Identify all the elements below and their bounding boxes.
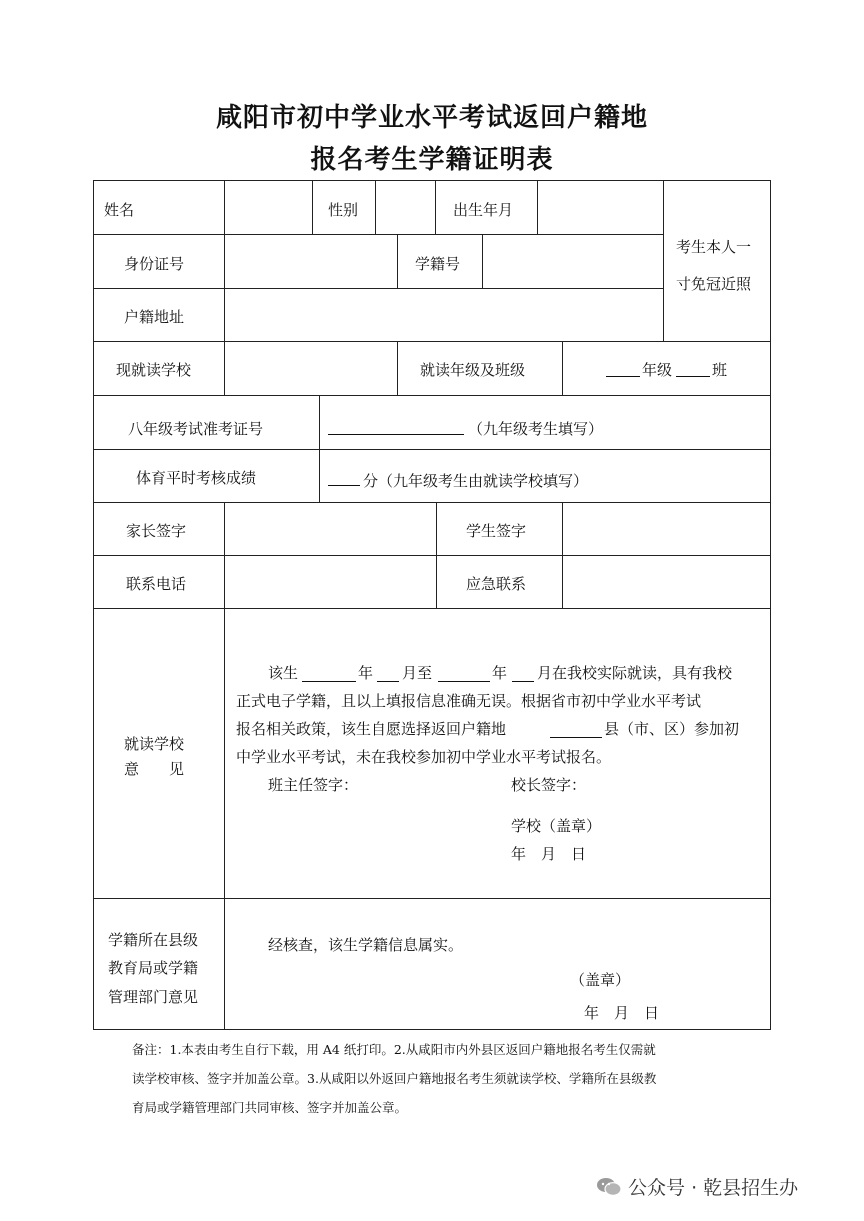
start-month-blank[interactable]	[377, 681, 399, 682]
table-border-bottom	[93, 1029, 771, 1030]
grade-class-label: 就读年级及班级	[420, 361, 526, 379]
birth-label: 出生年月	[453, 201, 514, 219]
household-address-label: 户籍地址	[124, 308, 185, 326]
col-line	[562, 502, 563, 608]
exam-ticket-label: 八年级考试准考证号	[128, 420, 264, 438]
row-line	[93, 502, 771, 503]
col-line	[319, 395, 320, 502]
phone-field[interactable]	[226, 557, 436, 607]
notes-line3: 育局或学籍管理部门共同审核、签字并加盖公章。	[132, 1100, 408, 1115]
col-line	[435, 180, 436, 234]
county-blank[interactable]	[550, 737, 602, 738]
col-line	[562, 341, 563, 395]
col-line	[663, 180, 664, 341]
pe-score-blank[interactable]	[328, 485, 360, 486]
school-opinion-label-line2: 意 见	[124, 760, 185, 778]
student-sign-field[interactable]	[564, 504, 770, 554]
gender-field[interactable]	[377, 182, 435, 233]
bureau-label-line2: 教育局或学籍	[108, 959, 199, 977]
name-label: 姓名	[104, 201, 135, 219]
col-line	[312, 180, 313, 234]
row-line	[93, 288, 664, 289]
phone-label: 联系电话	[126, 575, 187, 593]
end-month-blank[interactable]	[512, 681, 534, 682]
opinion-text: 年	[358, 664, 374, 682]
table-border-left	[93, 180, 94, 1030]
opinion-text: 县（市、区）参加初	[604, 720, 740, 738]
notes-line2: 读学校审核、签字并加盖公章。3.从咸阳以外返回户籍地报名考生须就读学校、学籍所在县级教	[132, 1071, 657, 1086]
col-line	[537, 180, 538, 234]
col-line	[397, 341, 398, 395]
col-line	[375, 180, 376, 234]
platform-text: 公众号	[628, 1177, 686, 1199]
bureau-label-line3: 管理部门意见	[108, 988, 199, 1006]
separator: ·	[691, 1177, 698, 1199]
id-number-label: 身份证号	[124, 255, 185, 273]
student-number-field[interactable]	[484, 236, 663, 287]
row-line	[93, 898, 771, 899]
col-line	[224, 180, 225, 341]
wechat-icon	[596, 1177, 622, 1197]
col-line	[224, 502, 225, 1029]
col-line	[436, 502, 437, 608]
row-line	[93, 395, 771, 396]
photo-label-line1: 考生本人一	[676, 238, 752, 256]
opinion-text: 月至	[402, 664, 433, 682]
wechat-watermark	[596, 1173, 798, 1200]
parent-sign-label: 家长签字	[126, 522, 187, 540]
birth-field[interactable]	[539, 182, 663, 233]
student-sign-label: 学生签字	[466, 522, 527, 540]
opinion-text: 报名相关政策，该生自愿选择返回户籍地	[236, 720, 507, 738]
opinion-text: 月在我校实际就读，具有我校	[537, 664, 733, 682]
row-line	[93, 234, 664, 235]
opinion-text: 正式电子学籍，且以上填报信息准确无误。根据省市初中学业水平考试	[236, 692, 702, 710]
exam-ticket-hint: （九年级考生填写）	[468, 420, 604, 438]
bureau-seal-label: （盖章）	[570, 971, 631, 989]
opinion-text: 该生	[268, 664, 299, 682]
pe-score-label: 体育平时考核成绩	[136, 469, 257, 487]
row-line	[93, 341, 771, 342]
col-line	[397, 234, 398, 288]
class-word: 班	[712, 361, 728, 379]
form-title-line2: 报名考生学籍证明表	[310, 145, 554, 175]
col-line	[482, 234, 483, 288]
school-seal-label: 学校（盖章）	[511, 817, 602, 835]
row-line	[93, 449, 771, 450]
exam-ticket-blank[interactable]	[328, 434, 464, 435]
account-text: 乾县招生办	[703, 1177, 799, 1199]
id-number-field[interactable]	[226, 236, 397, 287]
col-line	[224, 341, 225, 395]
name-field[interactable]	[226, 182, 312, 233]
photo-box[interactable]	[665, 182, 770, 341]
bureau-date-label: 年 月 日	[584, 1004, 660, 1022]
current-school-label: 现就读学校	[116, 361, 192, 379]
gender-label: 性别	[328, 201, 359, 219]
start-year-blank[interactable]	[302, 681, 356, 682]
pe-score-hint: 分（九年级考生由就读学校填写）	[363, 472, 589, 490]
household-address-field[interactable]	[226, 290, 663, 340]
student-number-label: 学籍号	[415, 255, 461, 273]
row-line	[93, 555, 771, 556]
current-school-field[interactable]	[226, 343, 397, 394]
principal-sign-label: 校长签字：	[511, 776, 587, 794]
notes-line1: 备注：1.本表由考生自行下载，用 A4 纸打印。2.从咸阳市内外县区返回户籍地报名考生仅需就	[132, 1042, 656, 1057]
end-year-blank[interactable]	[438, 681, 490, 682]
bureau-label-line1: 学籍所在县级	[108, 931, 199, 949]
class-blank[interactable]	[676, 376, 710, 377]
grade-word: 年级	[642, 361, 673, 379]
form-title-line1: 咸阳市初中学业水平考试返回户籍地	[215, 103, 648, 133]
emergency-field[interactable]	[564, 557, 770, 607]
opinion-text: 中学业水平考试，未在我校参加初中学业水平考试报名。	[236, 748, 612, 766]
emergency-label: 应急联系	[466, 575, 527, 593]
teacher-sign-label: 班主任签字：	[268, 776, 359, 794]
parent-sign-field[interactable]	[226, 504, 436, 554]
row-line	[93, 608, 771, 609]
opinion-text: 年	[492, 664, 508, 682]
photo-label-line2: 寸免冠近照	[676, 275, 752, 293]
school-date-label: 年 月 日	[511, 845, 587, 863]
table-border-right	[770, 180, 771, 1030]
grade-blank[interactable]	[606, 376, 640, 377]
school-opinion-label-line1: 就读学校	[124, 735, 185, 753]
bureau-opinion-text: 经核查，该生学籍信息属实。	[268, 936, 464, 954]
